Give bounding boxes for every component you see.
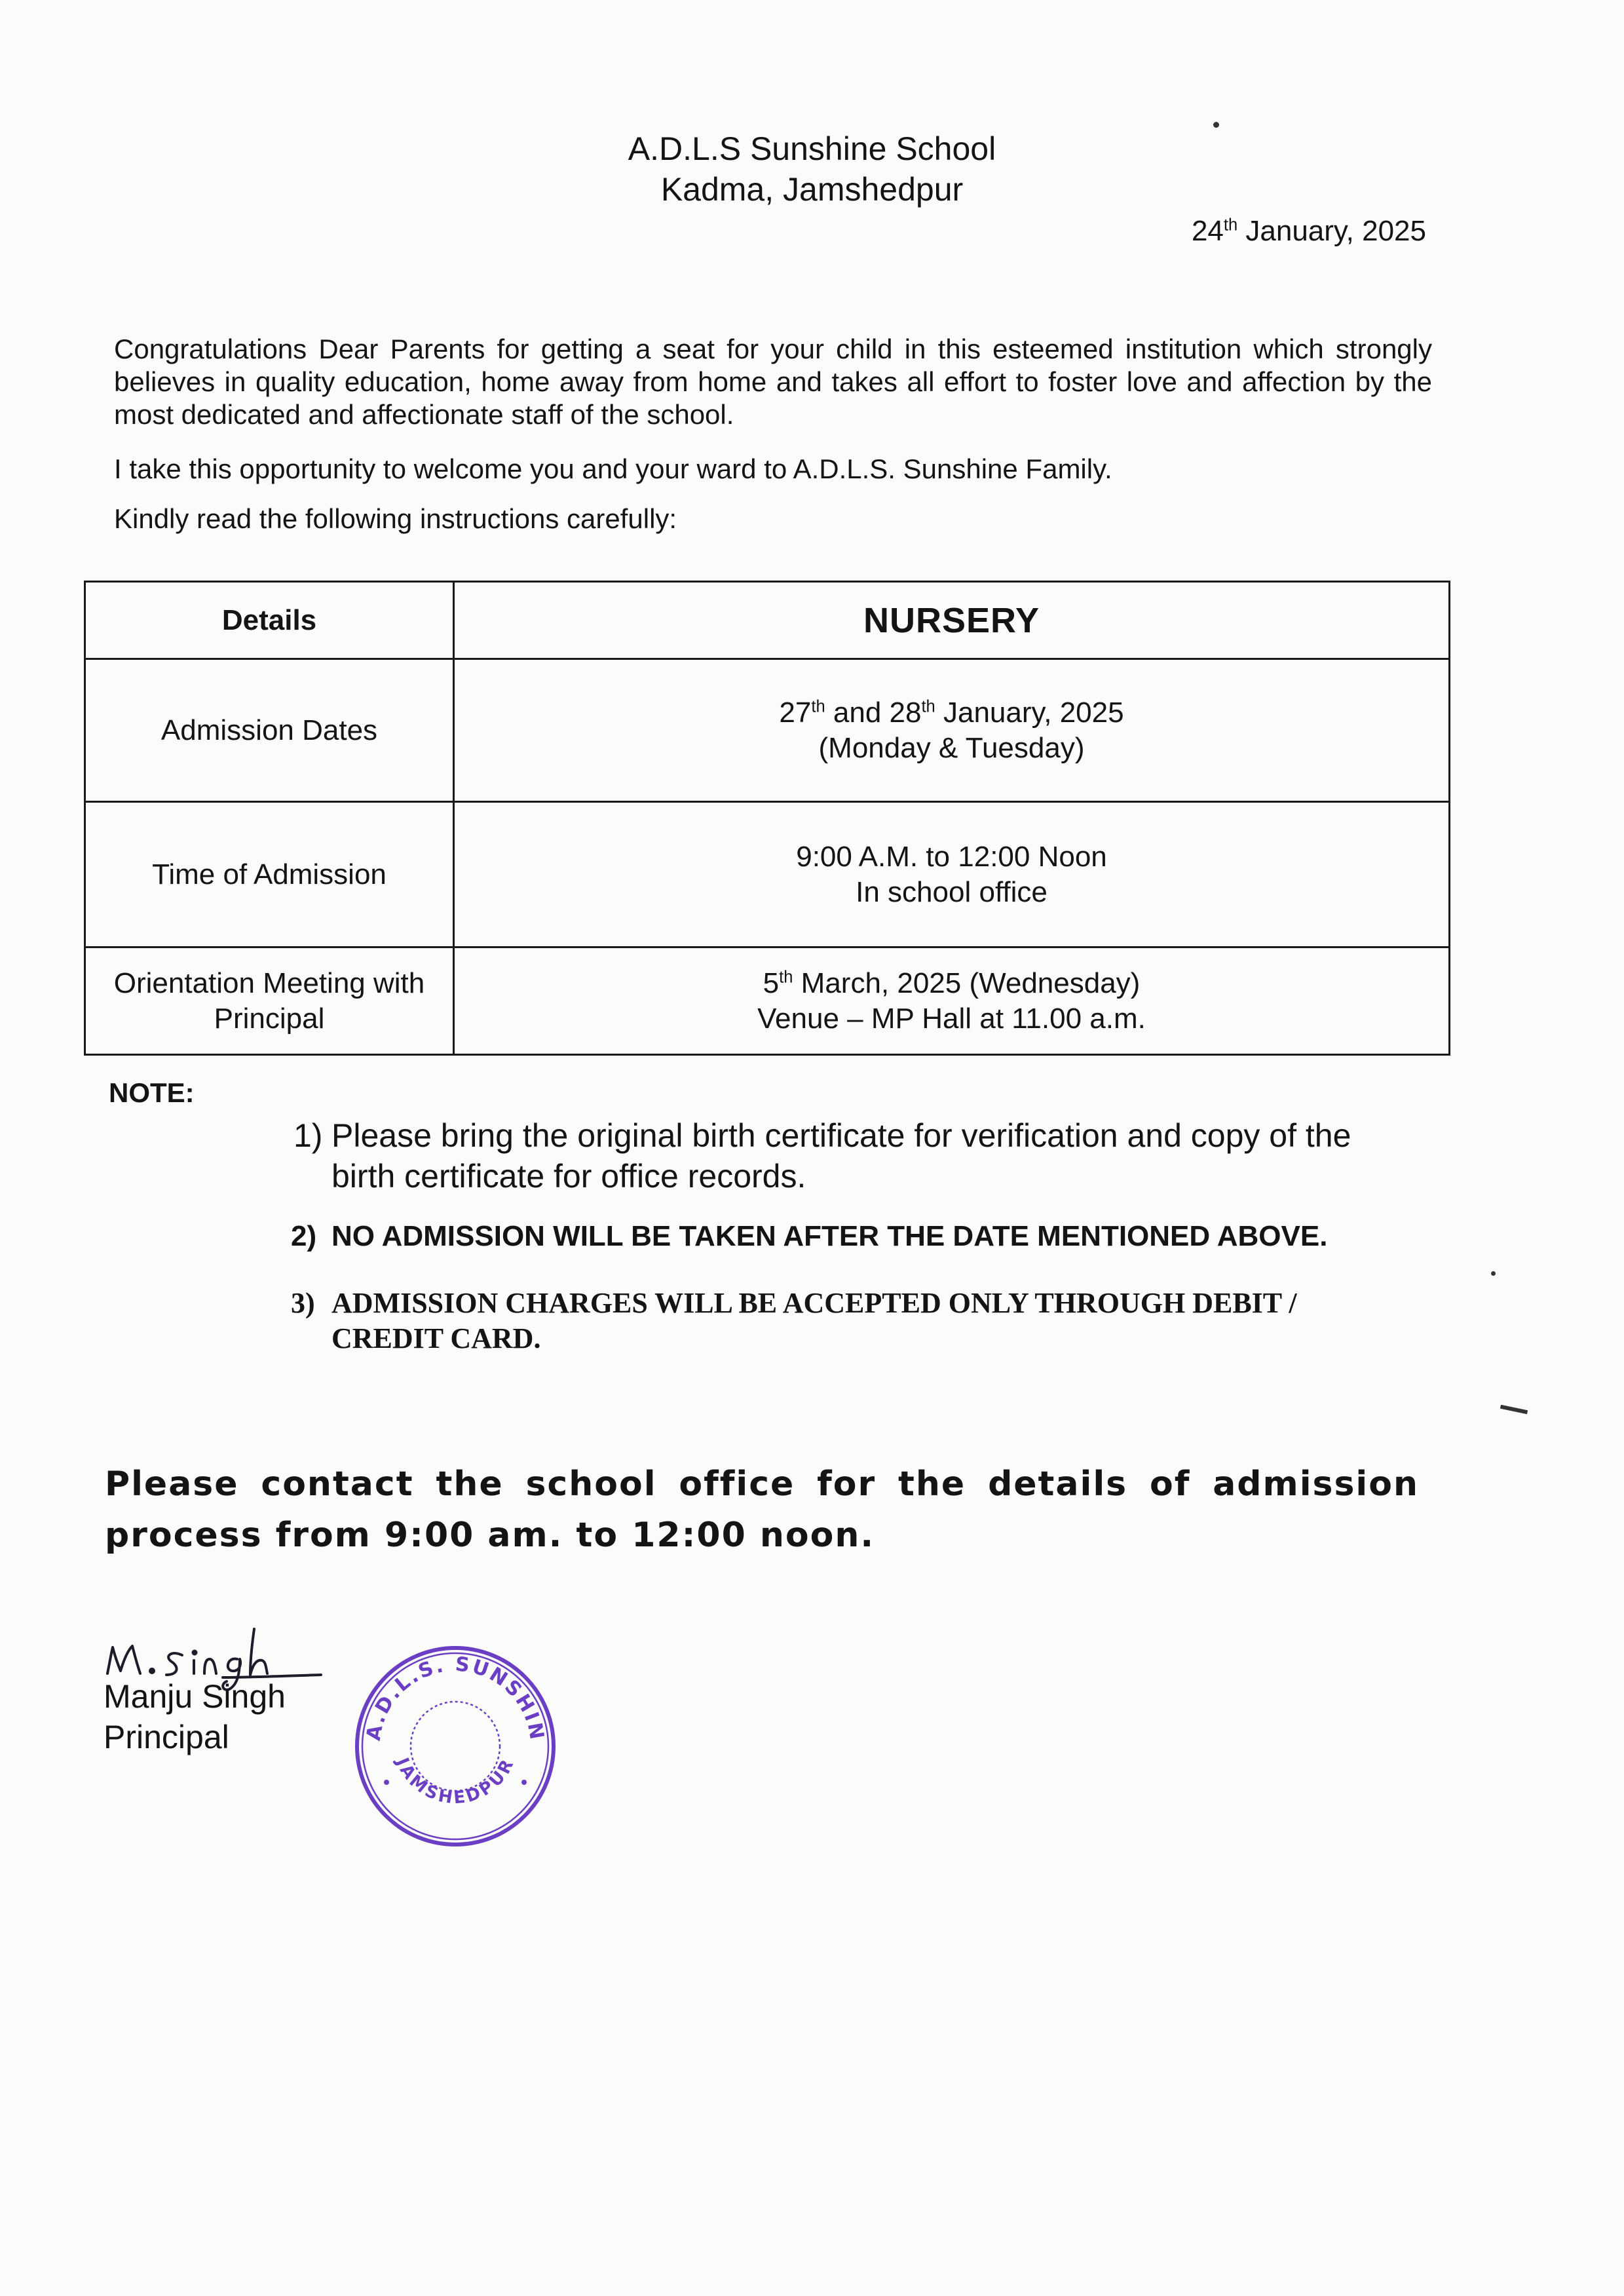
note-item-3: 3) ADMISSION CHARGES WILL BE ACCEPTED ONLY THROUGH DEBIT / CREDIT CARD. bbox=[291, 1287, 1297, 1354]
row-label-orientation: Orientation Meeting with Principal bbox=[85, 947, 454, 1055]
admission-time: 9:00 A.M. to 12:00 Noon bbox=[796, 840, 1107, 873]
admission-dates-value bbox=[454, 659, 1450, 802]
row-label-time-of-admission: Time of Admission bbox=[85, 802, 454, 947]
header-details: Details bbox=[85, 582, 454, 659]
letter-date: 24th January, 2025 bbox=[1191, 215, 1426, 247]
svg-text:JAMSHEDPUR: JAMSHEDPUR bbox=[392, 1754, 519, 1808]
scan-speck bbox=[1213, 122, 1219, 128]
orientation-value bbox=[454, 947, 1450, 1055]
scan-mark bbox=[1500, 1405, 1528, 1415]
admission-details-table bbox=[84, 581, 1450, 1056]
admission-dates-line: 27th and 28th January, 2025 bbox=[779, 696, 1124, 729]
svg-text:A.D.L.S. SUNSHINE SCHOOL: A.D.L.S. SUNSHIN bbox=[362, 1653, 549, 1744]
note-label: NOTE: bbox=[109, 1077, 195, 1108]
time-of-admission-value bbox=[454, 802, 1450, 947]
scan-speck bbox=[1491, 1271, 1496, 1276]
row-label-admission-dates: Admission Dates bbox=[85, 659, 454, 802]
note-item-2: 2) NO ADMISSION WILL BE TAKEN AFTER THE DATE MENTIONED ABOVE. bbox=[291, 1220, 1328, 1252]
contact-instructions: Please contact the school office for the details of admission process from 9:00 am. to 12:00 noon. bbox=[105, 1464, 1419, 1555]
school-stamp bbox=[347, 1638, 563, 1858]
principal-title: Principal bbox=[104, 1719, 229, 1755]
instructions-line: Kindly read the following instructions carefully: bbox=[114, 503, 677, 534]
school-name: A.D.L.S Sunshine School bbox=[628, 130, 996, 167]
table-row bbox=[85, 802, 1450, 947]
principal-name: Manju Singh bbox=[104, 1678, 286, 1715]
congratulations-paragraph: Congratulations Dear Parents for getting a seat for your child in this esteemed institution which strongly believes in quality education, home away from home and takes all effort to foster love and affection by the most dedicated and affectionate staff of the school. bbox=[114, 334, 1432, 430]
orientation-venue: Venue – MP Hall at 11.00 a.m. bbox=[757, 1002, 1146, 1035]
letterhead bbox=[0, 128, 1624, 210]
orientation-date: 5th March, 2025 (Wednesday) bbox=[763, 966, 1141, 999]
table-row bbox=[85, 947, 1450, 1055]
admission-venue: In school office bbox=[856, 875, 1048, 908]
school-location: Kadma, Jamshedpur bbox=[660, 171, 964, 208]
note-item-1: 1) Please bring the original birth certificate for verification and copy of the birth certificate for office records. bbox=[293, 1117, 1351, 1195]
table-header-row bbox=[85, 582, 1450, 659]
admission-days: (Monday & Tuesday) bbox=[818, 731, 1085, 764]
table-row bbox=[85, 659, 1450, 802]
header-grade: NURSERY bbox=[454, 582, 1450, 659]
principal-block bbox=[104, 1676, 286, 1757]
welcome-paragraph: I take this opportunity to welcome you and your ward to A.D.L.S. Sunshine Family. bbox=[114, 453, 1112, 484]
